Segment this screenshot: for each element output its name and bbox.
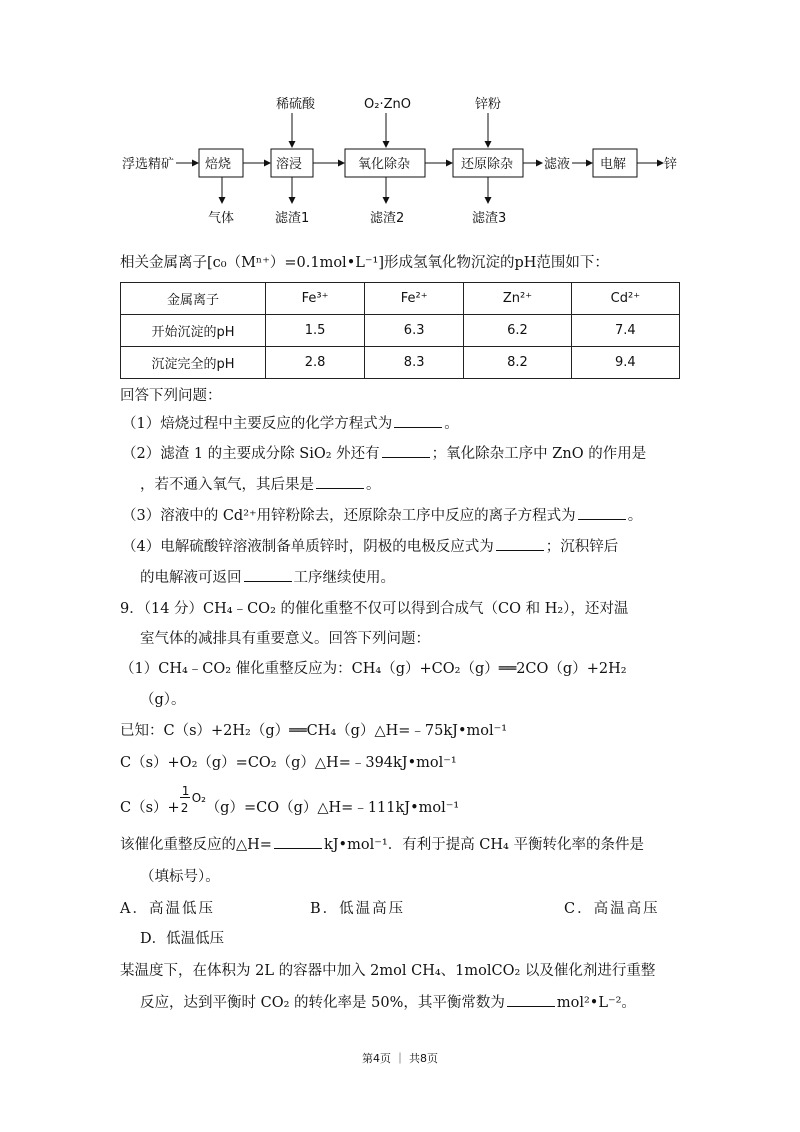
answer-blank	[507, 992, 555, 1007]
flow-box-label: 焙烧	[205, 157, 232, 172]
text: （1）焙烧过程中主要反应的化学方程式为	[122, 416, 393, 432]
table-header-row	[121, 283, 680, 315]
text: 。	[366, 477, 381, 493]
answer-blank	[244, 567, 292, 582]
answer-blank	[316, 474, 364, 489]
text: ；氧化除杂工序中 ZnO 的作用是	[431, 446, 647, 462]
text: 。	[444, 416, 459, 432]
option-a: A．高温低压	[120, 901, 215, 917]
text: 该催化重整反应的△H=	[120, 837, 272, 853]
table-cell: 7.4	[571, 315, 679, 347]
table-row	[121, 315, 680, 347]
question-dh-cont	[140, 866, 220, 888]
text: mol²•L⁻²。	[556, 995, 636, 1011]
flow-end: 锌	[664, 157, 678, 172]
questions-intro: 回答下列问题：	[120, 388, 222, 404]
question-4	[122, 536, 618, 558]
text: （2）滤渣 1 的主要成分除 SiO₂ 外还有	[122, 446, 380, 462]
text: （3）溶液中的 Cd²⁺用锌粉除去，还原除杂工序中反应的离子方程式为	[122, 508, 576, 524]
question-1	[122, 413, 459, 435]
process-flow-diagram	[0, 0, 800, 240]
flow-output: 滤渣3	[472, 211, 507, 226]
table-cell: 2.8	[266, 347, 365, 379]
flow-output: 滤渣1	[275, 211, 310, 226]
text: （4）电解硫酸锌溶液制备单质锌时，阴极的电极反应式为	[122, 539, 494, 555]
fraction-symbol: O₂	[191, 791, 206, 805]
text: 工序继续使用。	[293, 570, 395, 586]
ph-table	[120, 282, 680, 379]
known-equation-1: 已知：C（s）+2H₂（g）══CH₄（g）△H=﹣75kJ•mol⁻¹	[120, 723, 508, 739]
problem-9-line-4: （g）。	[140, 692, 186, 708]
answer-blank	[394, 413, 442, 428]
table-cell: Fe³⁺	[266, 283, 365, 315]
flow-output: 气体	[208, 211, 235, 226]
known-equation-3	[120, 784, 460, 819]
flow-box-label: 溶浸	[276, 157, 303, 172]
text: C（s）+	[120, 800, 180, 816]
half-fraction	[180, 784, 206, 819]
known-equation-2: C（s）+O₂（g）=CO₂（g）△H=﹣394kJ•mol⁻¹	[120, 755, 457, 771]
fraction-numerator: 1	[181, 784, 190, 798]
table-cell: 8.2	[464, 347, 572, 379]
question-2	[122, 443, 646, 465]
problem-9-line-2: 室气体的减排具有重要意义。回答下列问题：	[140, 631, 430, 647]
flow-box-label: 氧化除杂	[358, 157, 411, 172]
text: 。	[627, 508, 643, 524]
equilibrium-line-1: 某温度下，在体积为 2L 的容器中加入 2mol CH₄、1molCO₂ 以及催化剂进行重整	[120, 963, 656, 979]
table-cell: 8.3	[365, 347, 464, 379]
table-cell: 6.3	[365, 315, 464, 347]
page-footer: 第4页 ｜ 共8页	[362, 1052, 438, 1065]
table-cell: 开始沉淀的pH	[121, 315, 266, 347]
equilibrium-line-2	[140, 992, 636, 1014]
text: ，若不通入氧气，其后果是	[140, 477, 314, 493]
flow-output: 滤渣2	[370, 211, 405, 226]
answer-blank	[578, 505, 626, 520]
text: kJ•mol⁻¹．有利于提高 CH₄ 平衡转化率的条件是	[323, 837, 644, 853]
option-b: B．低温高压	[310, 901, 406, 917]
text: 的电解液可返回	[140, 570, 242, 586]
text: ；沉积锌后	[545, 539, 619, 555]
table-cell: 金属离子	[121, 283, 266, 315]
flow-input: 锌粉	[475, 97, 502, 112]
flow-input: O₂·ZnO	[364, 97, 411, 112]
answer-blank	[274, 834, 322, 849]
question-3	[122, 505, 642, 527]
option-d: D．低温低压	[140, 931, 225, 947]
text: （填标号）。	[140, 869, 220, 885]
question-dh	[120, 834, 644, 856]
table-cell: Fe²⁺	[365, 283, 464, 315]
option-c: C．高温高压	[564, 901, 660, 917]
text: 反应，达到平衡时 CO₂ 的转化率是 50%，其平衡常数为	[140, 995, 505, 1011]
table-cell: 9.4	[571, 347, 679, 379]
table-row	[121, 347, 680, 379]
question-4-cont	[140, 567, 395, 589]
table-cell: Zn²⁺	[464, 283, 572, 315]
problem-9-line-1: 9．（14 分）CH₄﹣CO₂ 的催化重整不仅可以得到合成气（CO 和 H₂），还对温	[120, 601, 629, 617]
flow-box-label: 电解	[600, 157, 627, 172]
problem-9-line-3: （1）CH₄﹣CO₂ 催化重整反应为：CH₄（g）+CO₂（g）══2CO（g）+2H₂	[120, 661, 627, 677]
flow-filtrate: 滤液	[544, 157, 571, 172]
table-cell: 沉淀完全的pH	[121, 347, 266, 379]
question-2-cont	[140, 474, 381, 496]
table-cell: Cd²⁺	[571, 283, 679, 315]
table-cell: 1.5	[266, 315, 365, 347]
table-intro: 相关金属离子[c₀（Mⁿ⁺）=0.1mol•L⁻¹]形成氢氧化物沉淀的pH范围如下：	[120, 255, 609, 271]
answer-blank	[382, 443, 430, 458]
fraction-denominator: 2	[180, 801, 189, 815]
flow-box-label: 还原除杂	[461, 157, 514, 172]
flow-start: 浮选精矿	[122, 157, 175, 172]
answer-blank	[496, 536, 544, 551]
flow-input: 稀硫酸	[276, 97, 316, 112]
table-cell: 6.2	[464, 315, 572, 347]
text: （g）=CO（g）△H=﹣111kJ•mol⁻¹	[205, 800, 460, 816]
